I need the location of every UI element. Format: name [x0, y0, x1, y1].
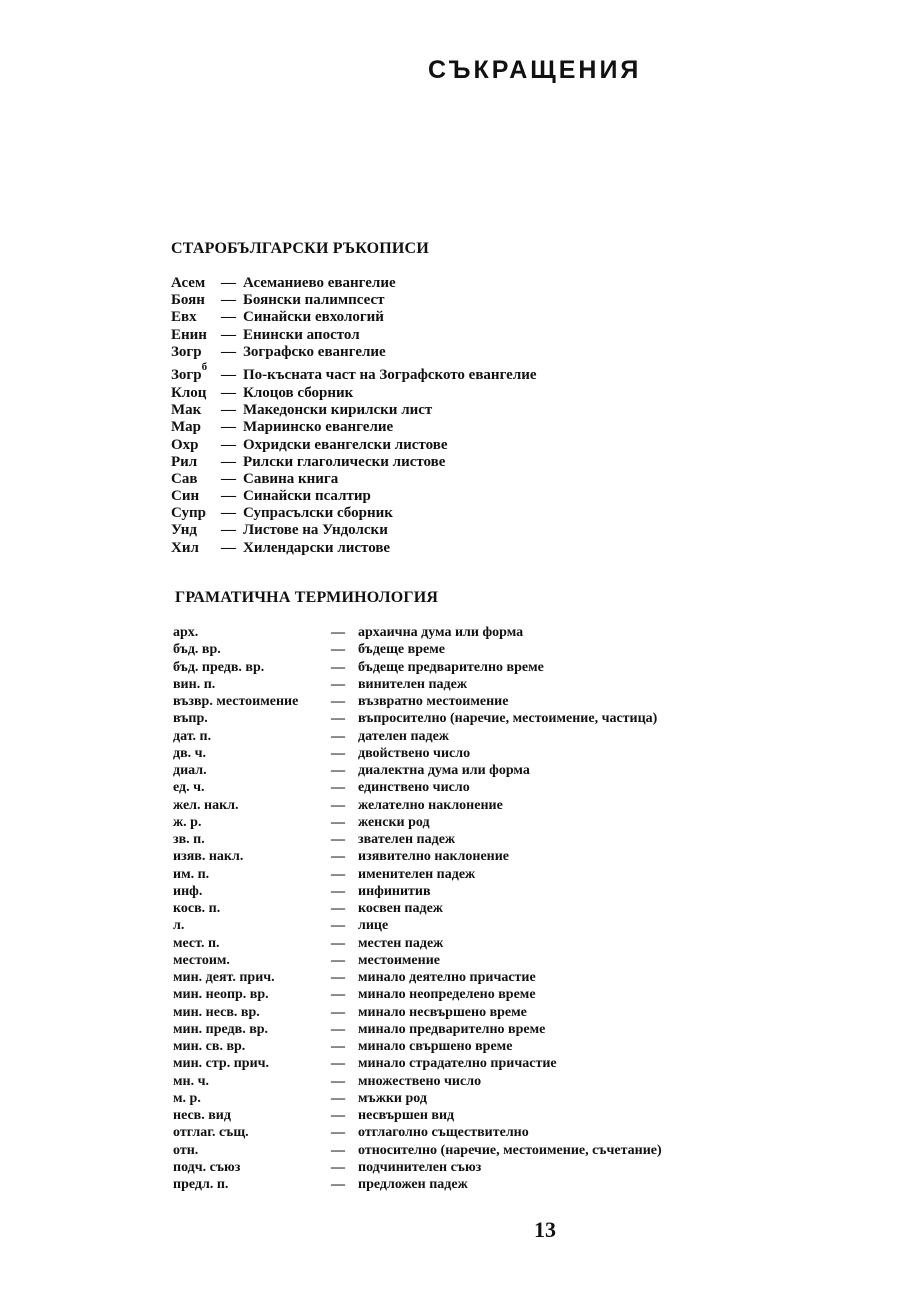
abbreviation: Син	[171, 488, 200, 505]
definition: Македонски кирилски лист	[243, 402, 433, 419]
dash-separator: —	[331, 694, 345, 709]
list-item	[173, 1004, 763, 1021]
list-item	[173, 1124, 763, 1141]
dash-separator: —	[331, 832, 345, 847]
definition: Клоцов сборник	[243, 384, 354, 401]
superscript-mark: б	[201, 360, 208, 373]
dash-separator: —	[221, 292, 236, 309]
dash-separator: —	[331, 814, 345, 830]
abbreviation: зв. п.	[173, 832, 205, 847]
list-item	[173, 1073, 763, 1090]
abbreviation: мин. стр. прич.	[173, 1056, 270, 1072]
abbreviation: мин. св. вр.	[173, 1039, 246, 1054]
list-item	[171, 437, 731, 454]
list-item	[173, 641, 763, 658]
definition: относително (наречие, местоимение, съчетание)	[358, 1142, 662, 1158]
dash-separator: —	[331, 849, 345, 865]
definition: инфинитив	[358, 883, 431, 899]
definition: минало неопределено време	[358, 987, 536, 1003]
dash-separator: —	[331, 711, 345, 727]
definition: Синайски евхологий	[243, 309, 384, 326]
dash-separator: —	[331, 1039, 345, 1054]
dash-separator: —	[221, 275, 236, 291]
definition: женски род	[358, 814, 430, 830]
definition: Савина книга	[243, 470, 339, 487]
abbreviation: Зогр	[171, 343, 202, 360]
dash-separator: —	[221, 366, 236, 383]
dash-separator: —	[221, 436, 236, 453]
list-item	[173, 1107, 763, 1124]
dash-separator: —	[221, 343, 236, 360]
list-item	[173, 779, 763, 796]
list-item	[173, 1176, 763, 1193]
definition: Охридски евангелски листове	[243, 436, 448, 453]
list-item	[173, 1055, 763, 1072]
definition: бъдеще предварително време	[358, 659, 544, 675]
dash-separator: —	[331, 866, 345, 882]
abbreviation: бъд. предв. вр.	[173, 659, 265, 675]
dash-separator: —	[331, 797, 345, 813]
page-number: 13	[534, 1217, 556, 1242]
abbreviation: мин. несв. вр.	[173, 1004, 260, 1020]
dash-separator: —	[331, 1108, 345, 1123]
definition: предложен падеж	[358, 1177, 468, 1192]
abbreviation: мин. неопр. вр.	[173, 987, 269, 1003]
definition: мъжки род	[358, 1090, 427, 1106]
dash-separator: —	[221, 488, 236, 505]
definition: несвършен вид	[358, 1108, 455, 1123]
abbreviation: възвр. местоимение	[173, 694, 299, 709]
definition: двойствено число	[358, 745, 471, 761]
dash-separator: —	[331, 1177, 345, 1192]
dash-separator: —	[331, 1073, 345, 1089]
list-item	[173, 1090, 763, 1107]
list-item	[173, 728, 763, 745]
dash-separator: —	[221, 522, 236, 539]
abbreviation: Клоц	[171, 384, 207, 401]
definition: диалектна дума или форма	[358, 763, 530, 778]
dash-separator: —	[221, 419, 236, 436]
dash-separator: —	[331, 883, 345, 899]
list-item	[171, 385, 731, 402]
abbreviation: Боян	[171, 292, 205, 309]
definition: Асеманиево евангелие	[243, 275, 396, 291]
list-item	[171, 540, 731, 557]
dash-separator: —	[331, 1004, 345, 1020]
definition: бъдеще време	[358, 642, 445, 658]
list-item	[173, 900, 763, 917]
definition: лице	[358, 918, 389, 934]
definition: местен падеж	[358, 935, 444, 951]
definition: Хилендарски листове	[243, 539, 391, 556]
list-item	[173, 797, 763, 814]
abbreviation: мест. п.	[173, 935, 220, 951]
definition: въпросително (наречие, местоимение, частица)	[358, 711, 658, 727]
abbreviation: Асем	[171, 275, 206, 291]
dash-separator: —	[221, 539, 236, 556]
list-item	[171, 471, 731, 488]
list-item	[173, 710, 763, 727]
list-item	[173, 831, 763, 848]
abbreviation: отн.	[173, 1142, 199, 1158]
list-item	[173, 693, 763, 710]
abbreviation: Унд	[171, 522, 198, 539]
section-heading-grammar: ГРАМАТИЧНА ТЕРМИНОЛОГИЯ	[175, 589, 439, 606]
dash-separator: —	[331, 935, 345, 951]
dash-separator: —	[221, 505, 236, 522]
definition: Боянски палимпсест	[243, 292, 385, 309]
definition: минало несвършено време	[358, 1004, 527, 1020]
abbreviation: бъд. вр.	[173, 642, 221, 658]
abbreviation: мин. предв. вр.	[173, 1021, 269, 1037]
definition: Синайски псалтир	[243, 488, 371, 505]
manuscripts-list	[171, 275, 731, 557]
list-item	[171, 419, 731, 436]
list-item	[173, 745, 763, 762]
abbreviation: диал.	[173, 763, 207, 778]
dash-separator: —	[331, 642, 345, 658]
abbreviation: ж. р.	[173, 814, 202, 830]
list-item	[171, 361, 731, 385]
list-item	[173, 848, 763, 865]
dash-separator: —	[221, 384, 236, 401]
definition: косвен падеж	[358, 901, 443, 916]
list-item	[173, 659, 763, 676]
definition: единствено число	[358, 780, 470, 796]
dash-separator: —	[331, 1090, 345, 1106]
abbreviation: арх.	[173, 625, 199, 640]
list-item	[173, 1159, 763, 1176]
definition: Зографско евангелие	[243, 343, 386, 360]
definition: желателно наклонение	[358, 797, 503, 813]
definition: звателен падеж	[358, 832, 456, 847]
definition: минало предварително време	[358, 1021, 546, 1037]
abbreviation: им. п.	[173, 866, 210, 882]
abbreviation: местоим.	[173, 952, 230, 968]
dash-separator: —	[331, 1056, 345, 1072]
section-heading-manuscripts: СТАРОБЪЛГАРСКИ РЪКОПИСИ	[171, 240, 429, 257]
dash-separator: —	[331, 625, 345, 640]
abbreviation: отглаг. същ.	[173, 1125, 249, 1141]
abbreviation: Мак	[171, 402, 202, 419]
grammar-list	[173, 624, 763, 1193]
definition: подчинителен съюз	[358, 1159, 482, 1175]
abbreviation: косв. п.	[173, 901, 221, 916]
dash-separator: —	[221, 309, 236, 326]
definition: именителен падеж	[358, 866, 476, 882]
dash-separator: —	[221, 453, 236, 470]
dash-separator: —	[331, 901, 345, 916]
dash-separator: —	[221, 470, 236, 487]
dash-separator: —	[331, 728, 345, 744]
abbreviation: мин. деят. прич.	[173, 970, 275, 985]
definition: отглаголно съществително	[358, 1125, 529, 1141]
dash-separator: —	[331, 745, 345, 761]
list-item	[171, 522, 731, 539]
dash-separator: —	[331, 676, 345, 692]
dash-separator: —	[221, 326, 236, 343]
abbreviation: жел. накл.	[173, 797, 239, 813]
list-item	[171, 344, 731, 361]
dash-separator: —	[331, 970, 345, 985]
list-item	[173, 917, 763, 934]
abbreviation: въпр.	[173, 711, 208, 727]
definition: възвратно местоимение	[358, 694, 509, 709]
list-item	[173, 814, 763, 831]
abbreviation: изяв. накл.	[173, 849, 244, 865]
list-item	[171, 402, 731, 419]
abbreviation: дв. ч.	[173, 745, 207, 761]
definition: минало страдателно причастие	[358, 1056, 557, 1072]
list-item	[173, 1021, 763, 1038]
abbreviation: л.	[173, 918, 185, 934]
dash-separator: —	[331, 763, 345, 778]
definition: По-късната част на Зографското евангелие	[243, 366, 537, 383]
dash-separator: —	[331, 1125, 345, 1141]
abbreviation: Рил	[171, 453, 198, 470]
definition: Супрасълски сборник	[243, 505, 393, 522]
abbreviation: вин. п.	[173, 676, 216, 692]
page-title: СЪКРАЩЕНИЯ	[428, 56, 642, 84]
list-item	[173, 986, 763, 1003]
definition: Енински апостол	[243, 326, 360, 343]
list-item	[173, 952, 763, 969]
list-item	[173, 935, 763, 952]
abbreviation: Мар	[171, 419, 201, 436]
list-item	[173, 1142, 763, 1159]
abbreviation: подч. съюз	[173, 1159, 241, 1175]
dash-separator: —	[331, 952, 345, 968]
list-item	[173, 762, 763, 779]
definition: местоимение	[358, 952, 440, 968]
list-item	[171, 292, 731, 309]
definition: архаична дума или форма	[358, 625, 524, 640]
abbreviation: дат. п.	[173, 728, 212, 744]
list-item	[171, 488, 731, 505]
abbreviation: ед. ч.	[173, 780, 205, 796]
list-item	[173, 866, 763, 883]
definition: дателен падеж	[358, 728, 449, 744]
abbreviation: инф.	[173, 883, 203, 899]
definition: минало деятелно причастие	[358, 970, 536, 985]
abbreviation: мн. ч.	[173, 1073, 209, 1089]
dash-separator: —	[331, 1159, 345, 1175]
definition: Листове на Ундолски	[243, 522, 388, 539]
dash-separator: —	[331, 780, 345, 796]
list-item	[173, 969, 763, 986]
abbreviation: предл. п.	[173, 1177, 229, 1192]
dash-separator: —	[331, 987, 345, 1003]
definition: минало свършено време	[358, 1039, 513, 1054]
abbreviation: Енин	[171, 326, 207, 343]
abbreviation: Супр	[171, 505, 206, 522]
abbreviation: несв. вид	[173, 1108, 231, 1123]
list-item	[171, 309, 731, 326]
definition: Рилски глаголически листове	[243, 453, 446, 470]
definition: Мариинско евангелие	[243, 419, 394, 436]
abbreviation: Охр	[171, 436, 199, 453]
dash-separator: —	[331, 918, 345, 934]
abbreviation-base: Зогр	[171, 366, 202, 383]
list-item	[173, 624, 763, 641]
dash-separator: —	[331, 659, 345, 675]
definition: винителен падеж	[358, 676, 467, 692]
list-item	[171, 275, 731, 292]
abbreviation: Хил	[171, 539, 199, 556]
list-item	[171, 505, 731, 522]
abbreviation: Сав	[171, 470, 198, 487]
list-item	[173, 676, 763, 693]
abbreviation: Евх	[171, 309, 197, 326]
dash-separator: —	[331, 1142, 345, 1158]
definition: изявително наклонение	[358, 849, 510, 865]
list-item	[171, 454, 731, 471]
dash-separator: —	[331, 1021, 345, 1037]
list-item	[173, 883, 763, 900]
definition: множествено число	[358, 1073, 482, 1089]
list-item	[171, 327, 731, 344]
dash-separator: —	[221, 402, 236, 419]
list-item	[173, 1038, 763, 1055]
abbreviation: м. р.	[173, 1090, 201, 1106]
